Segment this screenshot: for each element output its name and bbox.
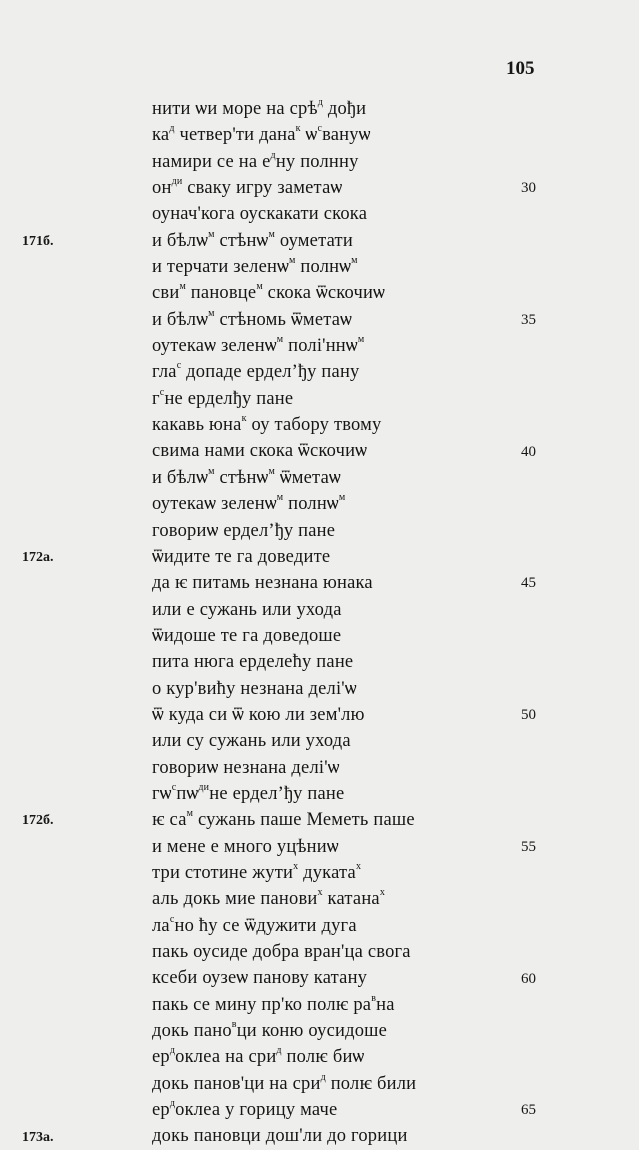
verse-line: докь пано$^в$ци коню оусидоше — [152, 1018, 387, 1042]
line-number: 60 — [521, 970, 536, 987]
verse-line: говориѡ незнана делі'ѡ — [152, 757, 340, 778]
verse-line: и бѣлѡ$^м$ стѣнѡ$^м$ оуметати — [152, 228, 353, 251]
verse-line: $он^{ди}$ сваку игру заметаѡ — [152, 175, 343, 199]
verse-line: какавь юна$^к$ оу табору твому — [152, 412, 382, 436]
verse-line: ѿидите те га доведите — [152, 546, 331, 567]
line-number: 50 — [521, 707, 536, 724]
verse-line: три стотине жути$^х$ дуката$^х$ — [152, 860, 362, 883]
verse-line: намири се на $е^дну$ полнну — [152, 149, 359, 172]
line-number: 40 — [521, 443, 536, 460]
verse-line: $ер^доклеа$ у горицу маче — [152, 1097, 338, 1121]
verse-line: оутекаѡ зеленѡ$^м$ полі'ннѡ$^м$ — [152, 333, 365, 357]
verse-line: докь пановци дош'ли до горици — [152, 1126, 408, 1147]
verse-line: или су сужань или ухода — [152, 731, 351, 752]
verse-line: и бѣлѡ$^м$ стѣнѡ$^м$ ѿметаѡ — [152, 465, 341, 488]
page-number: 105 — [506, 58, 535, 79]
line-number: 45 — [521, 575, 536, 592]
verse-line: и терчати зеленѡ$^м$ полнѡ$^м$ — [152, 254, 358, 278]
verse-line: ксеби оузеѡ панову катану — [152, 968, 368, 989]
verse-line: гла$^с$ допаде ерделʼђу пану — [152, 360, 360, 383]
folio-reference: 172б. — [22, 813, 54, 829]
verse-line: $ла^сно$ ћу се ѿдужити дуга — [152, 913, 357, 936]
verse-line: $ка^д$ четвер'ти дана$^к$ $ѡ^сванyѡ$ — [152, 123, 371, 146]
verse-line: да ѥ питамь незнана юнака — [152, 573, 373, 594]
verse-line: $гѡ^спѡ^{ди}не$ ерделʼђу пане — [152, 781, 345, 804]
verse-line: пита нюга ерделећу пане — [152, 652, 354, 673]
verse-line: $г^сне$ ерделђу пане — [152, 386, 294, 409]
verse-line: аль докь мие панови$^х$ катана$^х$ — [152, 887, 386, 910]
folio-reference: 171б. — [22, 233, 54, 249]
verse-line: свима нами скока ѿскочиѡ — [152, 441, 368, 462]
verse-line: ѿидоше те га доведоше — [152, 625, 342, 646]
verse-line: и мене е много уцѣниѡ — [152, 836, 339, 857]
verse-line: ѥ $са^м$ сужань паше Меметь паше — [152, 808, 415, 831]
folio-reference: 172а. — [22, 549, 54, 565]
verse-line: нити ѡи море на срѣ$^д$ дођи — [152, 96, 367, 119]
line-number: 55 — [521, 838, 536, 855]
line-number: 30 — [521, 180, 536, 197]
verse-line: пакь се мину пр'ко полѥ $ра^вна$ — [152, 992, 395, 1015]
verse-line: о кур'вићу незнана делі'ѡ — [152, 678, 357, 699]
poem-text — [152, 96, 452, 1150]
line-number: 65 — [521, 1102, 536, 1119]
verse-line: пакь оусиде добра вран'ца свога — [152, 942, 411, 962]
verse-line: оутекаѡ зеленѡ$^м$ полнѡ$^м$ — [152, 492, 346, 515]
verse-line: и бѣлѡ$^м$ стѣномь ѿметаѡ — [152, 307, 353, 330]
folio-reference: 173а. — [22, 1129, 54, 1145]
verse-line: докь панов'ци на сри$^д$ полѥ били — [152, 1071, 417, 1094]
verse-line: или е сужань или ухода — [152, 599, 342, 620]
line-number: 35 — [521, 311, 536, 328]
verse-line: $ер^доклеа$ на сри$^д$ полѥ биѡ — [152, 1045, 365, 1068]
verse-line: ѿ куда си ѿ кою ли зем'лю — [152, 704, 365, 725]
verse-line: сви$^м$ пановце$^м$ скока ѿскочиѡ — [152, 281, 386, 304]
verse-line: говориѡ ерделʼђу пане — [152, 520, 336, 541]
verse-line: оунач'кога оускакати скока — [152, 204, 368, 225]
